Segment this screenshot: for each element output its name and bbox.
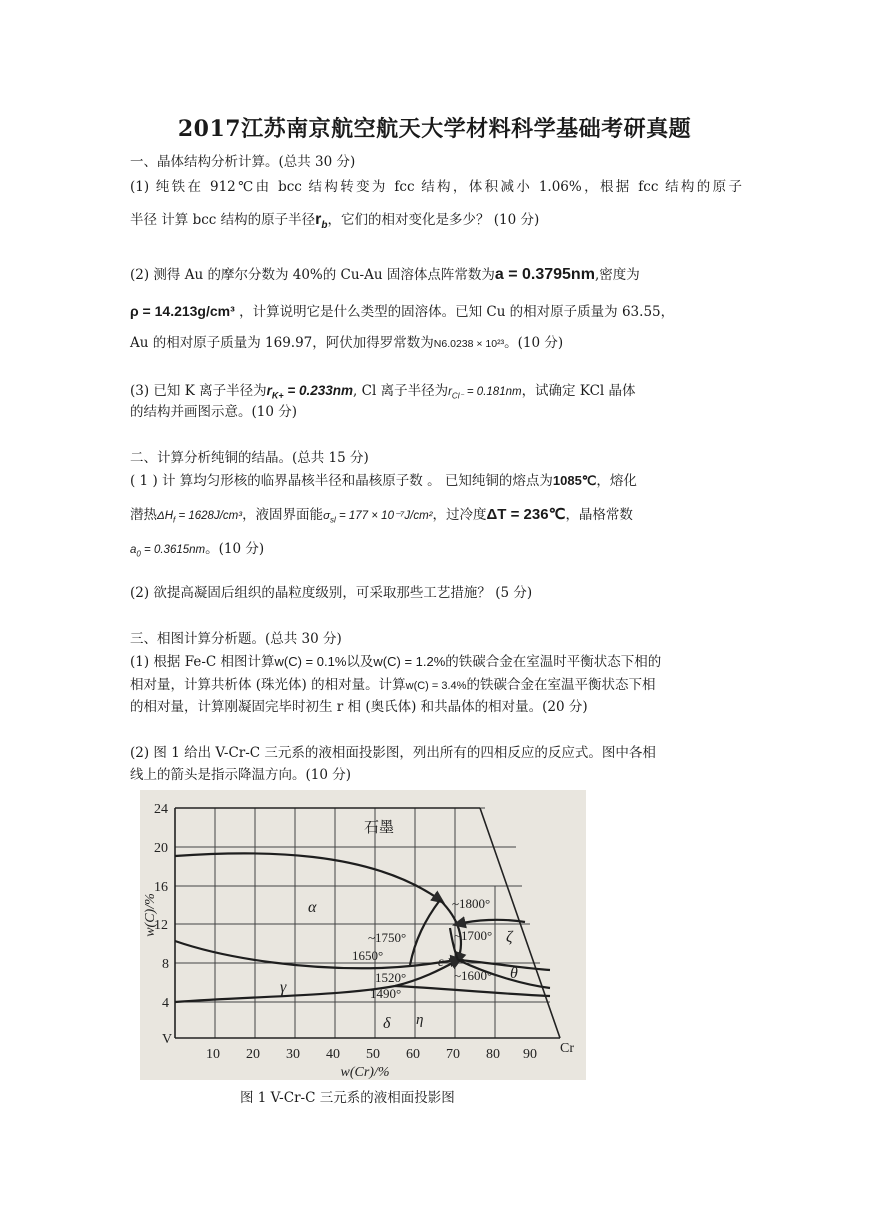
s1-q1-line1: (1) 纯铁在 912℃由 bcc 结构转变为 fcc 结构，体积减小 1.06%，根据 fcc 结构的原子 (130, 179, 742, 195)
label-zeta: ζ (506, 929, 513, 946)
s1-q1-text-a: 半径 计算 bcc 结构的原子半径 (130, 212, 316, 228)
formula-rk: $r_{K+} = 0.233nm$ (266, 383, 354, 401)
s3-q1-line2: 相对量，计算共析体 (珠光体) 的相对量。计算w(C) = 3.4%的铁碳合金在室温平衡状态下相 (130, 677, 656, 693)
phase-diagram-figure (140, 790, 586, 1080)
y-tick: 24 (154, 802, 168, 817)
y-tick: 4 (162, 996, 169, 1011)
formula-lattice-a0: $a_0 = 0.3615nm$ (130, 544, 206, 559)
section-2-heading: 二、计算分析纯铜的结晶。(总共 15 分) (130, 450, 369, 466)
x-ticks (206, 1041, 574, 1062)
s2-q1-line1: ( 1 ) 计 算均匀形核的临界晶核半径和晶核原子数 。 已知纯铜的熔点为1085℃，熔化 (130, 473, 637, 489)
label-t1520: 1520° (375, 970, 407, 985)
label-t1490: 1490° (370, 986, 402, 1001)
y-tick: 16 (154, 880, 168, 895)
label-t1800: ~1800° (452, 896, 491, 911)
formula-avogadro: N6.0238 × 10²³ (433, 338, 505, 350)
s3-q1-line1: (1) 根据 Fe-C 相图计算w(C) = 0.1%以及w(C) = 1.2%的铁碳合金在室温时平衡状态下相的 (130, 654, 662, 670)
x-tick: 50 (366, 1047, 380, 1062)
label-delta: δ (383, 1015, 391, 1032)
phase-boundaries (175, 853, 550, 1002)
s1-q3-line1: (3) 已知 K 离子半径为$r_{K+} = 0.233nm$, Cl 离子半径为$r_{Cl^-} = 0.181nm$，试确定 KCl 晶体 (130, 383, 636, 401)
x-axis-label: w(Cr)/% (340, 1065, 390, 1080)
x-tick: Cr (560, 1041, 574, 1056)
x-tick: 70 (446, 1047, 460, 1062)
s3-q2-line1: (2) 图 1 给出 V-Cr-C 三元系的液相面投影图，列出所有的四相反应的反应式。图中各相 (130, 745, 656, 761)
figure-caption: 图 1 V-Cr-C 三元系的液相面投影图 (240, 1090, 455, 1106)
formula-density: ρ = 14.213g/cm³ (130, 303, 235, 319)
formula-wc-12: w(C) = 1.2% (373, 654, 446, 669)
x-tick: 80 (486, 1047, 500, 1062)
s2-q1-line2: 潜热$\Delta H_f = 1628J/cm^3$，液固界面能$\sigma_{sl} = 177 \times 10^{-7}J/cm^2$，过冷度ΔT = 236℃，晶格常数 (130, 506, 633, 525)
formula-rcl: $r_{Cl^-} = 0.181nm$ (448, 386, 522, 401)
label-epsilon: ε (438, 955, 444, 970)
s1-q2-line1: (2) 测得 Au 的摩尔分数为 40%的 Cu-Au 固溶体点阵常数为a = 0.3795nm,密度为 (130, 266, 640, 283)
y-tick: V (162, 1032, 173, 1047)
formula-wc-01: w(C) = 0.1% (274, 654, 347, 669)
phase-diagram-svg (140, 790, 586, 1080)
formula-undercooling: ΔT = 236℃ (486, 506, 566, 523)
x-tick: 10 (206, 1047, 220, 1062)
section-1-heading: 一、晶体结构分析计算。(总共 30 分) (130, 154, 356, 170)
formula-wc-34: w(C) = 3.4% (405, 680, 467, 692)
label-graphite: 石墨 (364, 820, 395, 836)
label-t1650: 1650° (352, 948, 384, 963)
label-eta: η (416, 1012, 424, 1028)
grid-lines (175, 808, 550, 1038)
label-t1700: ~1700° (454, 928, 493, 943)
label-alpha: α (308, 899, 317, 916)
s1-q1-text-b: ，它们的相对变化是多少？ (10 分) (327, 212, 540, 228)
formula-rb: $r_b$ (315, 211, 328, 232)
formula-melting-point: 1085℃ (552, 473, 597, 488)
label-gamma: γ (280, 979, 287, 996)
y-axis-label: w(C)/% (143, 893, 158, 937)
y-tick: 8 (162, 957, 169, 972)
frame (175, 808, 560, 1038)
s3-q1-line3: 的相对量，计算刚凝固完毕时初生 r 相 (奥氏体) 和共晶体的相对量。(20 分) (130, 699, 588, 715)
y-tick: 20 (154, 841, 168, 856)
s1-q1-line2 (130, 210, 742, 236)
x-tick: 40 (326, 1047, 340, 1062)
s2-q2: (2) 欲提高凝固后组织的晶粒度级别，可采取那些工艺措施？ (5 分) (130, 585, 533, 601)
page-title: 2017江苏南京航空航天大学材料科学基础考研真题 (177, 116, 692, 142)
region-labels (280, 819, 518, 1032)
formula-lattice-a: a = 0.3795nm (494, 266, 595, 283)
label-t1750: ~1750° (368, 930, 407, 945)
label-theta: θ (510, 965, 518, 982)
section-3-heading: 三、相图计算分析题。(总共 30 分) (130, 631, 342, 647)
x-tick: 60 (406, 1047, 420, 1062)
s3-q2-line2: 线上的箭头是指示降温方向。(10 分) (130, 767, 352, 783)
s1-q2-line3: Au 的相对原子质量为 169.97，阿伏加得罗常数为N6.0238 × 10²³。(10 分) (130, 335, 564, 351)
s2-q1-line3: $a_0 = 0.3615nm$。(10 分) (130, 541, 265, 559)
formula-interface-energy: $\sigma_{sl} = 177 \times 10^{-7}J/cm^2$ (323, 510, 433, 525)
x-tick: 90 (523, 1047, 537, 1062)
s1-q2-line2: ρ = 14.213g/cm³ ，计算说明它是什么类型的固溶体。已知 Cu 的相对原子质量为 63.55， (130, 303, 675, 320)
x-tick: 20 (246, 1047, 260, 1062)
x-tick: 30 (286, 1047, 300, 1062)
y-tick: 12 (154, 918, 168, 933)
s1-q3-line2: 的结构并画图示意。(10 分) (130, 404, 298, 420)
formula-latent-heat: $\Delta H_f = 1628J/cm^3$ (157, 510, 243, 525)
label-t1600: ~1600° (454, 968, 493, 983)
